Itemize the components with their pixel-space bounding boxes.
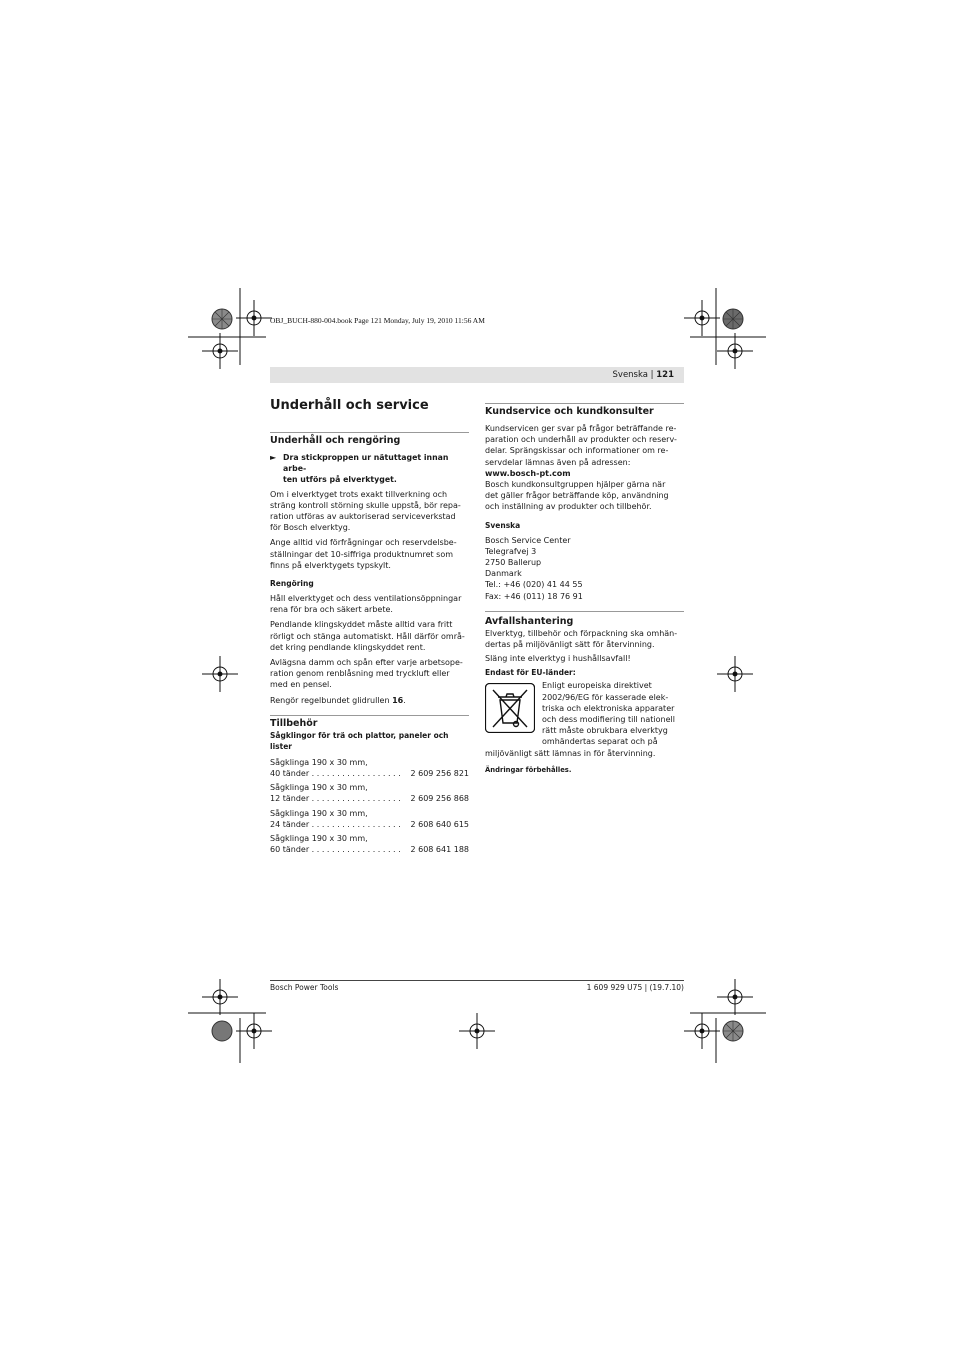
service-address: Bosch Service Center Telegrafvej 3 2750 Ballerup Danmark Tel.: +46 (020) 41 44 55 Fax: +46 (011) 18 76 91	[485, 535, 684, 602]
print-info: OBJ_BUCH-880-004.book Page 121 Monday, July 19, 2010 11:56 AM	[270, 316, 485, 325]
paragraph: Kundservicen ger svar på frågor beträffande re- paration och underhåll av produkter och reserv- delar. Sprängskissar och informationer om re- servdelar lämnas även på adressen:	[485, 424, 677, 467]
section-title-disposal: Avfallshantering	[485, 615, 574, 627]
section-rule	[485, 611, 684, 612]
changes-note: Ändringar förbehålles.	[485, 765, 572, 774]
footer-brand: Bosch Power Tools	[270, 983, 339, 992]
accessory-item: Sågklinga 190 x 30 mm, 24 tänder . . . . . . . . . . . . . . . . . . 2 608 640 615	[270, 808, 469, 829]
footer-doc-number: 1 609 929 U75 | (19.7.10)	[586, 983, 684, 992]
registration-crosshair-icon	[715, 654, 755, 694]
paragraph: Rengör regelbundet glidrullen 16.	[270, 695, 406, 705]
registration-crosshair-icon	[457, 1011, 497, 1051]
header-separator: |	[650, 370, 654, 380]
paragraph: Avlägsna damm och spån efter varje arbetsope- ration genom renblåsning med tryckluft eller med en pensel.	[270, 658, 463, 690]
safety-instruction: ► Dra stickproppen ur nätuttaget innan arbe- ten utförs på elverktyget.	[270, 453, 449, 485]
part-number: 2 608 641 188	[410, 845, 469, 855]
crossed-out-wheelie-bin-icon	[485, 683, 535, 733]
part-number: 2 609 256 868	[410, 794, 469, 804]
color-registration-target-icon	[722, 308, 744, 330]
color-registration-target-icon	[722, 1020, 744, 1042]
paragraph: Ange alltid vid förfrågningar och reservdelsbe- ställningar det 10-siffriga produktnumret som finns på elverktygets typskylt.	[270, 538, 457, 570]
registration-crosshair-icon	[682, 1011, 722, 1051]
eu-disposal-block: Enligt europeiska direktivet 2002/96/EG för kasserade elek- triska och elektroniska apparater och dess modifiering till nationell rätt måste obrukbara elverktyg omhändertas separat och på miljövänligt sätt lämnas in för återvinning.	[485, 681, 675, 758]
main-title: Underhåll och service	[270, 398, 429, 413]
phone-number: Tel.: +46 (020) 41 44 55	[485, 580, 583, 590]
paragraph: Håll elverktyget och dess ventilationsöppningar rena för bra och säkert arbete.	[270, 594, 462, 615]
section-title-accessories: Tillbehör	[270, 717, 318, 729]
accessory-item: Sågklinga 190 x 30 mm, 40 tänder . . . . . . . . . . . . . . . . . . 2 609 256 821	[270, 757, 469, 779]
registration-crosshair-icon	[200, 331, 240, 371]
accessory-item: Sågklinga 190 x 30 mm, 60 tänder . . . . . . . . . . . . . . . . . . 2 608 641 188	[270, 834, 469, 855]
accessories-subtitle: Sågklingor för trä och plattor, paneler och lister	[270, 730, 449, 751]
section-title-maintenance: Underhåll och rengöring	[270, 435, 401, 446]
left-column	[270, 398, 469, 858]
paragraph: Släng inte elverktyg i hushållsavfall!	[485, 654, 631, 664]
country-title: Svenska	[485, 520, 521, 530]
part-reference: 16	[392, 695, 404, 705]
subsection-title-cleaning: Rengöring	[270, 579, 314, 589]
footer-rule	[270, 980, 684, 981]
part-number: 2 609 256 821	[410, 769, 469, 779]
registration-crosshair-icon	[715, 331, 755, 371]
eu-title: Endast för EU-länder:	[485, 668, 576, 678]
section-title-customer-service: Kundservice och kundkonsulter	[485, 406, 654, 417]
color-registration-target-icon	[211, 1020, 233, 1042]
color-registration-target-icon	[211, 308, 233, 330]
triangle-bullet-icon: ►	[270, 453, 277, 462]
paragraph: Bosch kundkonsultgruppen hjälper gärna när det gäller frågor beträffande köp, användning och inställning av produkter och tillbehör.	[485, 480, 669, 512]
fax-number: Fax: +46 (011) 18 76 91	[485, 591, 583, 601]
registration-crosshair-icon	[234, 1011, 274, 1051]
part-number: 2 608 640 615	[410, 819, 469, 829]
page-number: 121	[656, 370, 674, 380]
registration-crosshair-icon	[200, 654, 240, 694]
page-header	[270, 367, 684, 383]
header-language: Svenska	[612, 370, 648, 380]
right-column	[485, 403, 684, 776]
paragraph: Pendlande klingskyddet måste alltid vara fritt rörligt och stänga automatiskt. Håll därför områ- det kring pendlande klingskyddet rent.	[270, 620, 465, 652]
paragraph: Elverktyg, tillbehör och förpackning ska omhän- dertas på miljövänligt sätt för återvinning.	[485, 628, 678, 650]
registration-crosshair-icon	[234, 298, 274, 338]
accessory-item: Sågklinga 190 x 30 mm, 12 tänder . . . . . . . . . . . . . . . . . . 2 609 256 868	[270, 783, 469, 804]
website-link[interactable]: www.bosch-pt.com	[485, 468, 571, 478]
paragraph: Om i elverktyget trots exakt tillverkning och sträng kontroll störning skulle uppstå, bör repa- ration utföras av auktoriserad serviceverkstad för Bosch elverktyg.	[270, 489, 461, 533]
